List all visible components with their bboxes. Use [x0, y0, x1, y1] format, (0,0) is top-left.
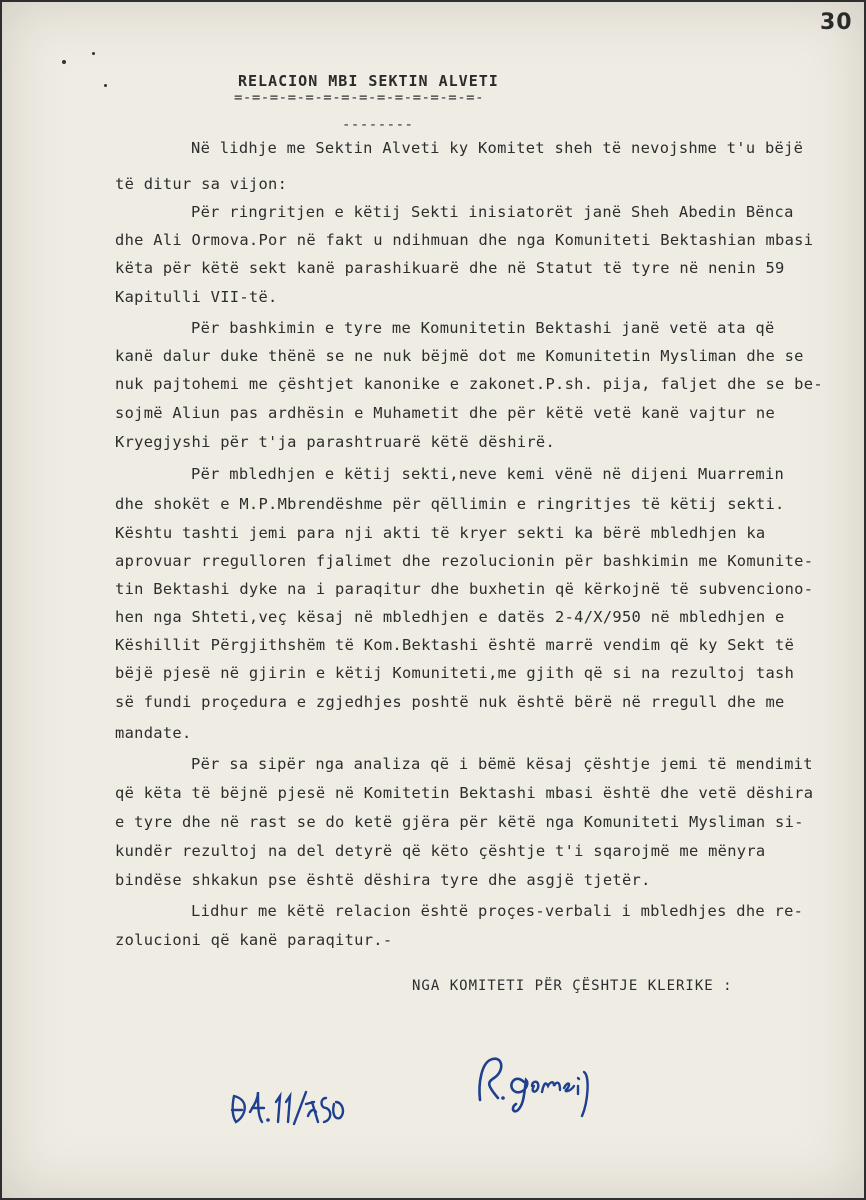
body-line: Kapitulli VII-të.: [115, 288, 278, 306]
body-line: bëjë pjesë në gjirin e këtij Komuniteti,me gjith që si na rezultoj tash: [115, 664, 795, 682]
body-line: nuk pajtohemi me çështjet kanonike e zakonet.P.sh. pija, faljet dhe se be-: [115, 375, 823, 393]
body-line: sojmë Aliun pas ardhësin e Muhametit dhe për këtë vetë kanë vajtur ne: [115, 404, 776, 422]
body-line: zolucioni që kanë paraqitur.-: [115, 931, 393, 949]
body-line: kanë dalur duke thënë se ne nuk bëjmë dot me Komunitetin Mysliman dhe se: [115, 347, 804, 365]
document-title: RELACION MBI SEKTIN ALVETI: [238, 72, 499, 90]
ink-speck: [62, 60, 66, 64]
separator-line: --------: [342, 117, 414, 133]
ink-speck: [92, 52, 95, 55]
page-number: 30: [820, 10, 853, 35]
body-line: hen nga Shteti,veç kësaj në mbledhjen e datës 2-4/X/950 në mbledhjen e: [115, 608, 785, 626]
ink-speck: [104, 84, 107, 87]
body-line: Lidhur me këtë relacion është proçes-verbali i mbledhjes dhe re-: [191, 902, 804, 920]
body-line: që këta të bëjnë pjesë në Komitetin Bektashi mbasi është dhe vetë dëshira: [115, 784, 814, 802]
body-line: Për sa sipër nga analiza që i bëmë kësaj çështje jemi të mendimit: [191, 755, 813, 773]
body-line: Për ringritjen e këtij Sekti inisiatorët janë Sheh Abedin Bënca: [191, 203, 794, 221]
body-line: këta për këtë sekt kanë parashikuarë dhe në Statut të tyre në nenin 59: [115, 259, 785, 277]
body-line: Për bashkimin e tyre me Komunitetin Bektashi janë vetë ata që: [191, 319, 775, 337]
title-underline: =-=-=-=-=-=-=-=-=-=-=-=-=-=-: [234, 90, 485, 106]
handwritten-signature: [472, 1042, 602, 1122]
committee-signature-line: NGA KOMITETI PËR ÇËSHTJE KLERIKE :: [412, 978, 733, 994]
body-line: tin Bektashi dyke na i paraqitur dhe buxhetin që kërkojnë të subvenciono-: [115, 580, 814, 598]
body-line: bindëse shkakun pse është dëshira tyre dhe asgjë tjetër.: [115, 871, 651, 889]
handwritten-date-note: [228, 1082, 348, 1132]
body-line: dhe shokët e M.P.Mbrendëshme për qëllimin e ringritjes të këtij sekti.: [115, 495, 785, 513]
body-line: dhe Ali Ormova.Por në fakt u ndihmuan dhe nga Komuniteti Bektashian mbasi: [115, 231, 814, 249]
body-line: e tyre dhe në rast se do ketë gjëra për këtë nga Komuniteti Mysliman si-: [115, 813, 804, 831]
body-line: Kështu tashti jemi para nji akti të kryer sekti ka bërë mbledhjen ka: [115, 524, 766, 542]
body-line: të ditur sa vijon:: [115, 175, 288, 193]
body-line: Këshillit Përgjithshëm të Kom.Bektashi është marrë vendim që ky Sekt të: [115, 636, 795, 654]
body-line: kundër rezultoj na del detyrë që këto çështje t'i sqarojmë me mënyra: [115, 842, 766, 860]
body-line: aprovuar rregulloren fjalimet dhe rezolucionin për bashkimin me Komunite-: [115, 552, 814, 570]
body-line: Për mbledhjen e këtij sekti,neve kemi vënë në dijeni Muarremin: [191, 465, 785, 483]
body-line: mandate.: [115, 724, 192, 742]
body-line: Kryegjyshi për t'ja parashtruarë këtë dëshirë.: [115, 433, 556, 451]
body-line: Në lidhje me Sektin Alveti ky Komitet sheh të nevojshme t'u bëjë: [191, 139, 804, 157]
body-line: së fundi proçedura e zgjedhjes poshtë nuk është bërë në rregull dhe me: [115, 693, 785, 711]
